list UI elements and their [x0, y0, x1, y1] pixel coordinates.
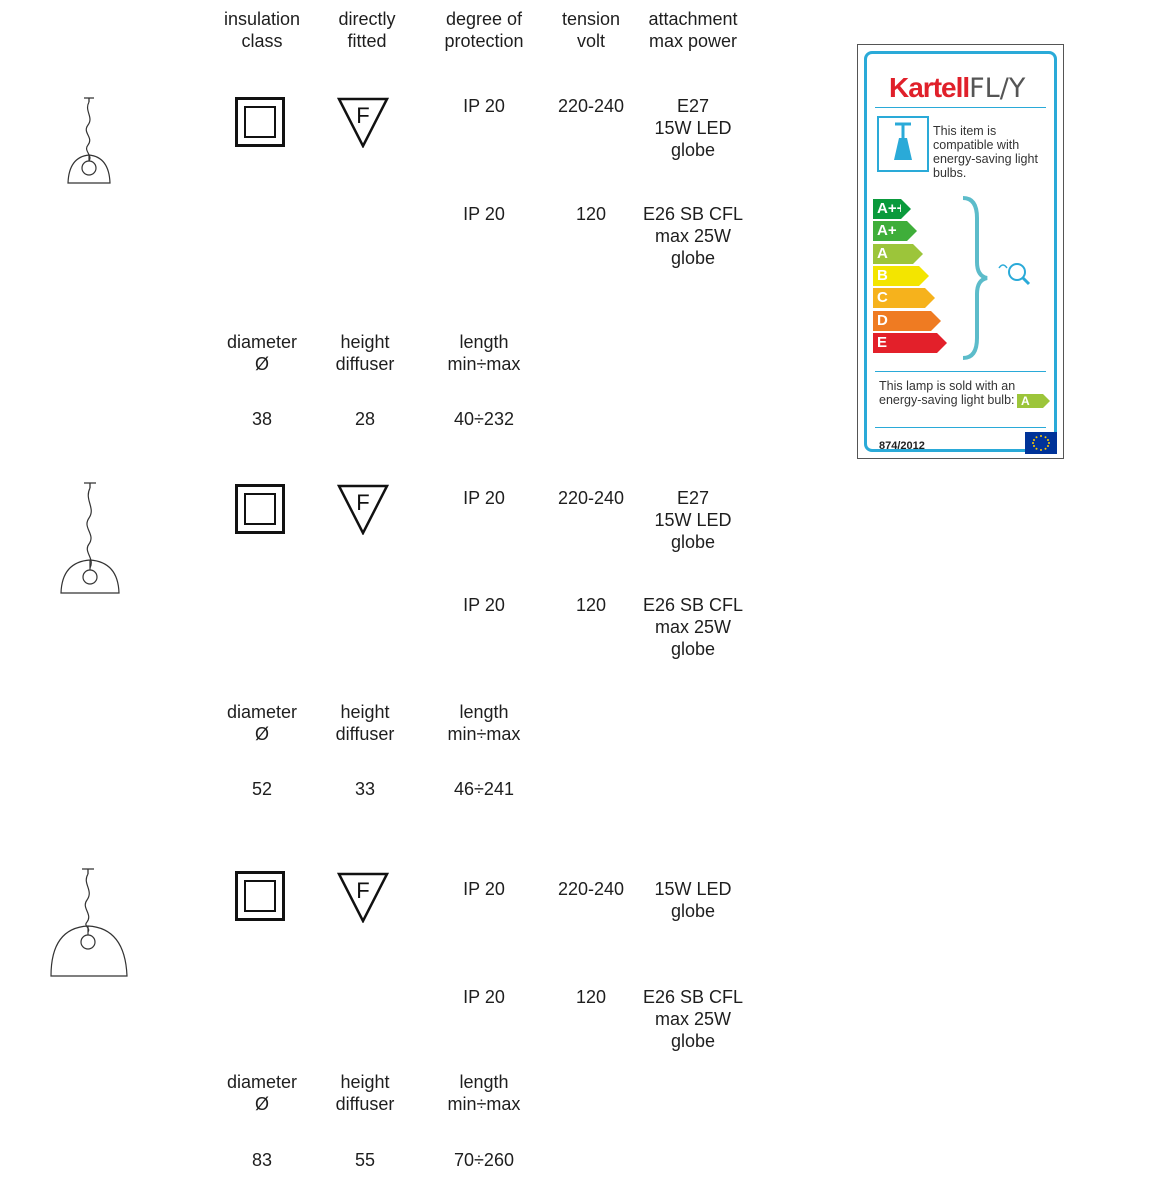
bracket-bulb-icon [959, 196, 1035, 360]
double-insulation-icon [235, 871, 285, 921]
divider [875, 107, 1046, 108]
eu-flag-icon [1025, 432, 1057, 454]
ip-rating: IP 20 [463, 987, 505, 1007]
tension-value: 220-240 [557, 488, 625, 508]
attachment-power: E26 SB CFL max 25W globe [642, 987, 744, 1051]
energy-label-frame [864, 51, 1057, 452]
tension-value: 220-240 [557, 96, 625, 116]
attachment-power: E27 15W LED globe [654, 488, 732, 552]
small-pendant-lamp-icon [60, 95, 120, 187]
ip-rating: IP 20 [463, 488, 505, 508]
diameter-header: diameter Ø [226, 702, 298, 744]
height-value: 33 [354, 779, 376, 799]
length-value: 70÷260 [454, 1150, 514, 1170]
diameter-value: 38 [251, 409, 273, 429]
height-diffuser-header: height diffuser [335, 1072, 395, 1114]
height-diffuser-header: height diffuser [335, 702, 395, 744]
large-pendant-lamp-icon [45, 866, 133, 982]
ip-rating: IP 20 [463, 204, 505, 224]
attachment-power: E26 SB CFL max 25W globe [642, 204, 744, 268]
directly-fitted-f-icon [337, 96, 389, 148]
energy-label [857, 44, 1064, 459]
svg-text:F: F [356, 103, 370, 128]
lamp-compatible-icon [877, 116, 929, 172]
height-value: 55 [354, 1150, 376, 1170]
length-header: length min÷max [447, 702, 521, 744]
energy-class-bar: B [873, 266, 919, 286]
sold-with-text: This lamp is sold with an energy-saving light bulb: [879, 379, 1016, 407]
length-header: length min÷max [447, 1072, 521, 1114]
ip-rating: IP 20 [463, 595, 505, 615]
length-value: 40÷232 [454, 409, 514, 429]
diameter-header: diameter Ø [226, 332, 298, 374]
header-tension-volt: tension volt [561, 9, 621, 51]
energy-class-bar: A [873, 244, 913, 264]
header-insulation-class: insulation class [223, 9, 301, 51]
compatibility-text: This item is compatible with energy-saving light bulbs. [933, 124, 1038, 180]
length-value: 46÷241 [454, 779, 514, 799]
attachment-power: E27 15W LED globe [654, 96, 732, 160]
directly-fitted-f-icon [337, 483, 389, 535]
tension-value: 220-240 [557, 879, 625, 899]
svg-text:F: F [356, 878, 370, 903]
regulation-number: 874/2012 [879, 440, 925, 452]
energy-class-bar: A++ [873, 199, 901, 219]
height-value: 28 [354, 409, 376, 429]
attachment-power: E26 SB CFL max 25W globe [642, 595, 744, 659]
diameter-value: 83 [251, 1150, 273, 1170]
double-insulation-icon [235, 484, 285, 534]
ip-rating: IP 20 [463, 96, 505, 116]
attachment-power: 15W LED globe [654, 879, 732, 921]
energy-class-bar: A+ [873, 221, 907, 241]
brand-logo: KartellFL/Y [889, 72, 1026, 104]
tension-value: 120 [575, 987, 607, 1007]
double-insulation-icon [235, 97, 285, 147]
svg-text:F: F [356, 490, 370, 515]
sold-energy-class: A [1017, 394, 1043, 408]
energy-class-bar: E [873, 333, 937, 353]
tension-value: 120 [575, 204, 607, 224]
height-diffuser-header: height diffuser [335, 332, 395, 374]
header-directly-fitted: directly fitted [338, 9, 396, 51]
header-degree-protection: degree of protection [444, 9, 524, 51]
diameter-header: diameter Ø [226, 1072, 298, 1114]
diameter-value: 52 [251, 779, 273, 799]
medium-pendant-lamp-icon [55, 480, 125, 598]
divider [875, 371, 1046, 372]
length-header: length min÷max [447, 332, 521, 374]
divider [875, 427, 1046, 428]
energy-class-bar: D [873, 311, 931, 331]
ip-rating: IP 20 [463, 879, 505, 899]
header-attachment-max-power: attachment max power [648, 9, 738, 51]
energy-class-bar: C [873, 288, 925, 308]
tension-value: 120 [575, 595, 607, 615]
directly-fitted-f-icon [337, 871, 389, 923]
